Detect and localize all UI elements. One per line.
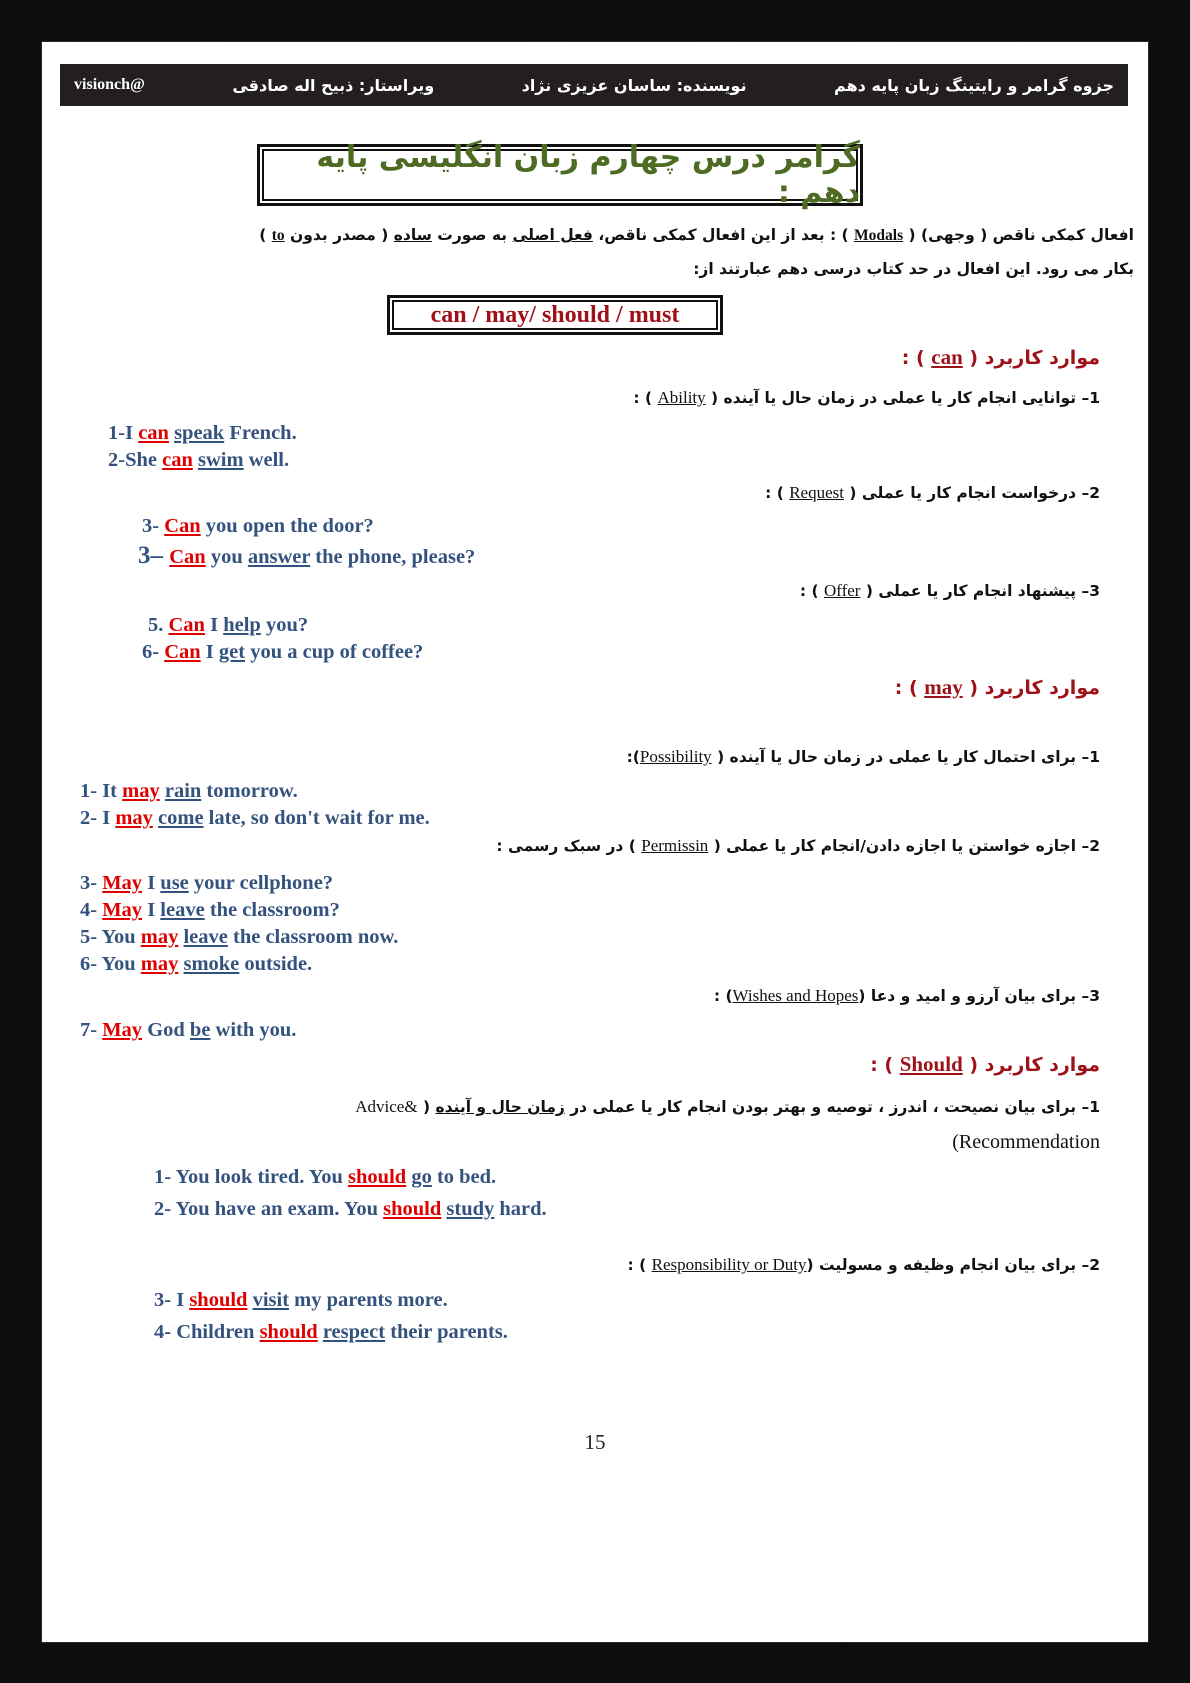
heading-modal: can — [931, 345, 963, 369]
heading-suffix: ) : — [870, 1054, 900, 1076]
example-modal: May — [102, 872, 143, 894]
header-editor: ویراستار: ذبیح اله صادقی — [232, 75, 435, 95]
example-verb: smoke — [183, 953, 240, 975]
example-mid: I — [204, 614, 224, 636]
subheading-may-wishes — [56, 986, 1100, 1006]
intro-line-2: بکار می رود. این افعال در حد کتاب درسی دهم عبارتند از: — [693, 260, 1134, 278]
example-number: 4- — [80, 899, 103, 921]
example-post: to bed. — [431, 1166, 497, 1188]
example-post: the phone, please? — [310, 546, 476, 568]
group-number: 2– — [1081, 484, 1100, 502]
example-modal: Can — [164, 641, 201, 663]
group-text-after: ) در سبک رسمی : — [496, 837, 642, 855]
subheading-can-ability — [56, 388, 1100, 408]
subheading-should-advice-line2: (Recommendation — [952, 1131, 1100, 1153]
example-pre: You — [101, 926, 141, 948]
group-text-after: ) : — [799, 582, 824, 600]
group-tag-offer: Offer — [823, 581, 861, 600]
intro-modals-term: Modals — [854, 227, 904, 244]
header-banner — [60, 64, 1128, 106]
example-post: well. — [243, 449, 290, 471]
example-pre: She — [125, 449, 163, 471]
group-tag-possibility: Possibility — [639, 747, 712, 766]
example-mid: God — [142, 1019, 190, 1041]
group-tag-permission: Permissin — [641, 836, 709, 855]
example-number: 2- — [108, 449, 126, 471]
example-modal: Can — [169, 546, 206, 568]
header-title: جزوه گرامر و رایتینگ زبان پایه دهم — [834, 75, 1114, 95]
example-modal: May — [102, 899, 143, 921]
example-post: your cellphone? — [188, 872, 334, 894]
intro-text-b: ) : بعد از این افعال کمکی ناقص، — [592, 226, 855, 244]
example-number: 1- — [80, 780, 103, 802]
heading-prefix: موارد کاربرد ( — [962, 1054, 1100, 1076]
group-text: توانایی انجام کار یا عملی در زمان حال یا آینده ( — [705, 389, 1082, 407]
example-line — [142, 639, 423, 666]
subheading-should-advice — [56, 1097, 1100, 1117]
example-number: 3- — [80, 872, 103, 894]
section-heading-can — [56, 345, 1100, 370]
example-verb: get — [218, 641, 246, 663]
example-line — [142, 513, 374, 540]
document-page — [42, 42, 1148, 1642]
example-post: the classroom? — [204, 899, 340, 921]
subheading-can-request — [56, 483, 1100, 503]
example-pre: You look tired. You — [175, 1166, 349, 1188]
group-text-after: ) : — [627, 1256, 652, 1274]
group-text: برای بیان نصیحت ، اندرز ، توصیه و بهتر بودن انجام کار یا عملی در — [564, 1098, 1082, 1116]
page-number: 15 — [584, 1430, 606, 1454]
example-number: 3- — [154, 1289, 177, 1311]
torn-edge-left — [0, 0, 48, 1683]
example-line — [154, 1196, 547, 1223]
intro-text-a: افعال کمکی ناقص ( وجهی) ( — [903, 226, 1134, 244]
example-pre: I — [176, 1289, 190, 1311]
example-post: French. — [224, 422, 297, 444]
example-modal: may — [140, 926, 179, 948]
example-pre: I — [102, 807, 116, 829]
example-pre: Children — [176, 1321, 260, 1343]
example-modal: can — [138, 422, 169, 444]
example-number: 2- — [154, 1198, 176, 1220]
example-post: the classroom now. — [227, 926, 399, 948]
group-text-after: ) : — [713, 987, 733, 1005]
group-text-after: ) : — [633, 389, 658, 407]
example-verb: rain — [164, 780, 202, 802]
section-heading-may — [56, 675, 1100, 700]
group-number: 1– — [1081, 748, 1100, 766]
example-number: 4- — [154, 1321, 177, 1343]
example-post: tomorrow. — [201, 780, 298, 802]
torn-edge-right — [1142, 0, 1190, 1683]
example-post: late, so don't wait for me. — [203, 807, 430, 829]
group-text-mid: ( — [417, 1098, 436, 1116]
example-verb: answer — [247, 546, 311, 568]
example-verb: respect — [322, 1321, 386, 1343]
group-tag-wishes: Wishes and Hopes — [732, 986, 859, 1005]
example-line — [80, 951, 312, 978]
example-pre: You — [101, 953, 141, 975]
example-line — [108, 447, 289, 474]
example-line — [80, 924, 398, 951]
intro-simple: ساده — [393, 226, 432, 244]
example-modal: may — [140, 953, 179, 975]
example-post: their parents. — [385, 1321, 508, 1343]
example-verb: come — [158, 807, 204, 829]
group-number: 2– — [1081, 1256, 1100, 1274]
example-verb: study — [446, 1198, 495, 1220]
example-verb: be — [189, 1019, 211, 1041]
modals-list: can / may/ should / must — [430, 301, 680, 328]
intro-line-1 — [56, 224, 1134, 247]
group-tag-duty: Responsibility or Duty — [651, 1255, 807, 1274]
intro-text-d: ( مصدر بدون — [284, 226, 394, 244]
group-number: 2– — [1081, 837, 1100, 855]
example-line — [80, 1017, 296, 1044]
example-post: you a cup of coffee? — [245, 641, 424, 663]
group-number: 3– — [1081, 987, 1100, 1005]
example-line — [154, 1319, 508, 1346]
example-number: 1- — [108, 422, 126, 444]
subheading-should-duty — [56, 1255, 1100, 1275]
example-modal: Can — [168, 614, 205, 636]
header-author: نویسنده: ساسان عزیزی نژاد — [521, 75, 747, 95]
example-modal: can — [162, 449, 193, 471]
example-verb: leave — [160, 899, 205, 921]
group-text: برای بیان انجام وظیفه و مسوليت ( — [806, 1256, 1082, 1274]
example-line — [80, 805, 430, 832]
example-pre: You have an exam. You — [175, 1198, 384, 1220]
example-mid: I — [200, 641, 219, 663]
group-text: پیشنهاد انجام کار یا عملی ( — [860, 582, 1082, 600]
heading-modal: Should — [899, 1052, 963, 1076]
heading-prefix: موارد کاربرد ( — [962, 677, 1100, 699]
subheading-may-possibility — [56, 747, 1100, 767]
example-number: 3- — [142, 515, 165, 537]
example-line — [154, 1164, 496, 1191]
group-tag-ability: Ability — [657, 388, 706, 407]
header-handle: @visionch — [74, 76, 145, 93]
torn-edge-top — [0, 0, 1190, 46]
example-number: 2- — [80, 807, 103, 829]
example-line — [154, 1287, 448, 1314]
example-modal: should — [259, 1321, 318, 1343]
group-text-after: ) : — [765, 484, 790, 502]
example-verb: go — [411, 1166, 432, 1188]
intro-text-c: به صورت — [431, 226, 513, 244]
example-line — [108, 420, 297, 447]
example-verb: leave — [183, 926, 228, 948]
example-line — [138, 540, 475, 573]
example-verb: speak — [174, 422, 225, 444]
example-post: with you. — [210, 1019, 297, 1041]
intro-to: to — [271, 227, 285, 244]
example-mid: I — [142, 872, 161, 894]
example-verb: visit — [252, 1289, 290, 1311]
example-mid: you — [205, 546, 248, 568]
group-number: 3– — [1081, 582, 1100, 600]
torn-edge-bottom — [0, 1637, 1190, 1683]
example-verb: swim — [197, 449, 244, 471]
example-post: you? — [260, 614, 309, 636]
subheading-can-offer — [56, 581, 1100, 601]
subheading-may-permission — [56, 836, 1100, 856]
example-verb: use — [160, 872, 189, 894]
section-heading-should — [56, 1052, 1100, 1077]
heading-prefix: موارد کاربرد ( — [962, 347, 1100, 369]
example-post: you open the door? — [205, 515, 374, 537]
example-modal: should — [383, 1198, 442, 1220]
example-number: 3– — [138, 542, 170, 569]
example-pre: It — [102, 780, 123, 802]
example-verb: help — [223, 614, 261, 636]
page-title-box — [257, 140, 863, 210]
group-text-after: ): — [626, 748, 640, 766]
group-number: 1– — [1081, 389, 1100, 407]
heading-suffix: ) : — [901, 347, 932, 369]
group-text: برای احتمال کار یا عملی در زمان حال یا آینده ( — [711, 748, 1082, 766]
example-pre: I — [125, 422, 139, 444]
example-post: my parents more. — [289, 1289, 448, 1311]
example-line — [80, 870, 333, 897]
modals-list-box — [387, 295, 723, 335]
example-modal: may — [115, 807, 153, 829]
example-modal: should — [348, 1166, 407, 1188]
example-modal: should — [189, 1289, 248, 1311]
example-number: 6- — [142, 641, 165, 663]
example-modal: Can — [164, 515, 201, 537]
intro-main-verb: فعل اصلی — [512, 226, 593, 244]
example-line — [80, 778, 298, 805]
example-line — [80, 897, 340, 924]
example-modal: may — [122, 780, 160, 802]
group-text-underline: زمان حال و آینده — [435, 1098, 565, 1116]
page-title: گرامر درس چهارم زبان انگلیسی پایه دهم : — [316, 140, 860, 210]
heading-suffix: ) : — [894, 677, 925, 699]
heading-modal: may — [924, 675, 963, 699]
example-post: outside. — [239, 953, 313, 975]
example-post: hard. — [494, 1198, 547, 1220]
example-number: 5- — [80, 926, 102, 948]
group-tag-advice: Advice& — [355, 1097, 418, 1116]
group-text: اجازه خواستن یا اجازه دادن/انجام کار یا عملی ( — [708, 837, 1082, 855]
example-number: 5. — [148, 614, 169, 636]
group-text: درخواست انجام کار یا عملی ( — [843, 484, 1082, 502]
example-line — [148, 612, 308, 639]
group-number: 1– — [1081, 1098, 1100, 1116]
group-tag-request: Request — [789, 483, 844, 502]
intro-text-e: ) — [259, 226, 272, 244]
example-mid: I — [142, 899, 161, 921]
example-number: 1- — [154, 1166, 176, 1188]
group-text: برای بیان آرزو و امید و دعا ( — [858, 987, 1082, 1005]
example-number: 7- — [80, 1019, 103, 1041]
example-modal: May — [102, 1019, 143, 1041]
example-number: 6- — [80, 953, 102, 975]
